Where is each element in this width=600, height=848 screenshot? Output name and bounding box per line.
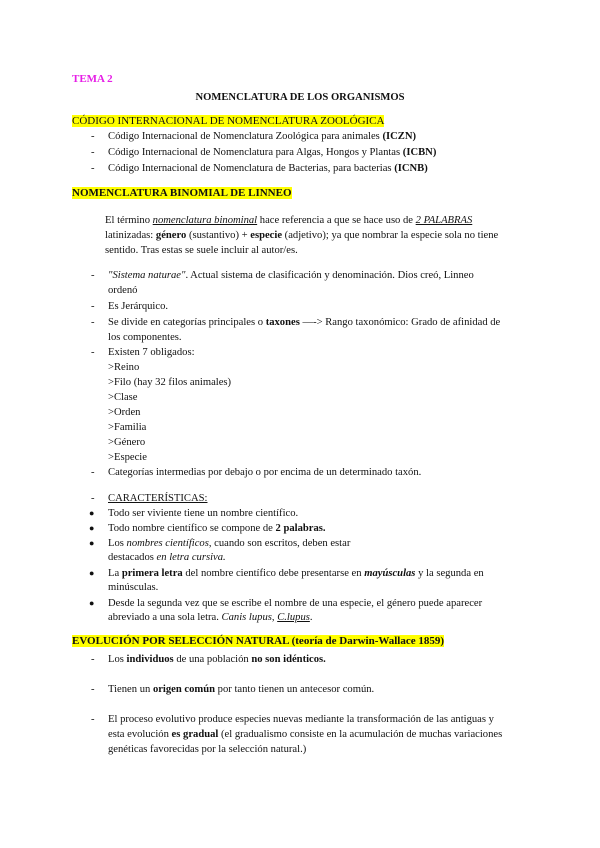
tema-label: TEMA 2 [72, 73, 113, 85]
page-title: NOMENCLATURA DE LOS ORGANISMOS [195, 92, 405, 103]
caracteristica-1: Todo ser viviente tiene un nombre científico. [108, 508, 299, 519]
rank-orden: >Orden [108, 407, 141, 418]
rank-clase: >Clase [108, 392, 138, 403]
jerarquico-item: Es Jerárquico. [108, 301, 169, 312]
evolucion-item-2: Tienen un origen común por tanto tienen un antecesor común. [108, 684, 375, 695]
evolucion-item-3-cont: esta evolución es gradual (el gradualismo consiste en la acumulación de muchas variaciones [108, 729, 503, 740]
rank-filo: >Filo (hay 32 filos animales) [108, 377, 232, 388]
section-heading-linneo: NOMENCLATURA BINOMIAL DE LINNEO [72, 187, 292, 199]
caracteristica-3: Los nombres científicos, cuando son escritos, deben estar [108, 538, 351, 549]
caracteristica-5: Desde la segunda vez que se escribe el nombre de una especie, el género puede aparecer [108, 598, 483, 609]
intro-line-2: latinizadas: género (sustantivo) + especie (adjetivo); ya que nombrar la especie sola no tiene [105, 230, 499, 241]
intermedias-item: Categorías intermedias por debajo o por encima de un determinado taxón. [108, 467, 422, 478]
intro-line-1: El término nomenclatura binominal hace referencia a que se hace uso de 2 PALABRAS [105, 215, 473, 226]
systema-naturae-item-cont: ordenó [108, 285, 138, 296]
caracteristica-4-cont: minúsculas. [108, 582, 159, 593]
caracteristica-4: La primera letra del nombre científico debe presentarse en mayúsculas y la segunda en [108, 568, 484, 579]
rank-familia: >Familia [108, 422, 147, 433]
intro-line-3: sentido. Tras estas se suele incluir al autor/es. [105, 245, 298, 256]
bullet-icon: ● [89, 568, 95, 578]
bullet-icon: ● [89, 508, 95, 518]
bullet-icon: ● [89, 523, 95, 533]
caracteristica-2: Todo nombre científico se compone de 2 palabras. [108, 523, 326, 534]
bullet-icon: ● [89, 538, 95, 548]
taxones-item: Se divide en categorías principales o taxones —-> Rango taxonómico: Grado de afinidad de [108, 317, 501, 328]
taxones-item-cont: los componentes. [108, 332, 182, 343]
evolucion-item-1: Los individuos de una población no son idénticos. [108, 654, 326, 665]
section-heading-codigo: CÓDIGO INTERNACIONAL DE NOMENCLATURA ZOOLÓGICA [72, 115, 385, 127]
section-heading-evolucion: EVOLUCIÓN POR SELECCIÓN NATURAL (teoría de Darwin-Wallace 1859) [72, 635, 445, 647]
systema-naturae-item: "Sistema naturae". Actual sistema de clasificación y denominación. Dios creó, Linneo [108, 270, 474, 281]
bullet-icon: ● [89, 598, 95, 608]
caracteristica-3-cont: destacados en letra cursiva. [108, 552, 226, 563]
caracteristicas-heading: CARACTERÍSTICAS: [108, 493, 208, 504]
evolucion-item-3-cont2: genéticas favorecidas por la selección natural.) [108, 744, 307, 755]
rank-especie: >Especie [108, 452, 147, 463]
evolucion-item-3: El proceso evolutivo produce especies nuevas mediante la transformación de las antiguas y [108, 714, 494, 725]
caracteristica-5-cont: abreviado a una sola letra. Canis lupus, C.lupus. [108, 612, 313, 623]
document-page: TEMA 2 NOMENCLATURA DE LOS ORGANISMOS CÓDIGO INTERNACIONAL DE NOMENCLATURA ZOOLÓGICA - Código Internacional de Nomenclatura Zoológica para animales (ICZN) - Código Internacional de Nomenclatura para Algas, Hongos y Plantas (ICBN) - Código Internacional de Nomenclatura de Bacterias, para bacterias (ICNB) NOMENCLATURA BINOMIAL DE LINNEO El término nomenclatura binominal hace referencia a que se hace uso de 2 PALABRAS latinizadas: género (sustantivo) + especie (adjetivo); ya que nombrar la especie sola no tiene sentido. Tras estas se suele incluir al autor/es. - "Sistema naturae". Actual sistema de clasificación y denominación. Dios creó, Linneo ordenó - Es Jerárquico. - Se divide en categorías principales o taxones —-> Rango taxonómico: Grado de afinidad de los componentes. - Existen 7 obligados: >Reino >Filo (hay 32 filos animales) >Clase >Orden >Familia >Género >Especie - Categorías intermedias por debajo o por encima de un determinado taxón. - CARACTERÍSTICAS: ● Todo ser viviente tiene un nombre científico. ● Todo nombre científico se compone de 2 palabras. ● Los nombres científicos, cuando son escritos, deben estar destacados en letra cursiva. ● La primera letra del nombre científico debe presentarse en mayúsculas y la segunda en minúsculas. ● Desde la segunda vez que se escribe el nombre de una especie, el género puede aparecer abreviado a una sola letra. Canis lupus, C.lupus. EVOLUCIÓN POR SELECCIÓN NATURAL (teoría de Darwin-Wallace 1859) - Los individuos de una población no son idénticos. - Tienen un origen común por tanto tienen un antecesor común. - El proceso evolutivo produce especies nuevas mediante la transformación de las antiguas y esta evolución es gradual (el gradualismo consiste en la acumulación de muchas variaciones genéticas favorecidas por la selección natural.) [0, 0, 600, 848]
rank-genero: >Género [108, 437, 146, 448]
obligados-item: Existen 7 obligados: [108, 347, 195, 358]
rank-reino: >Reino [108, 362, 140, 373]
